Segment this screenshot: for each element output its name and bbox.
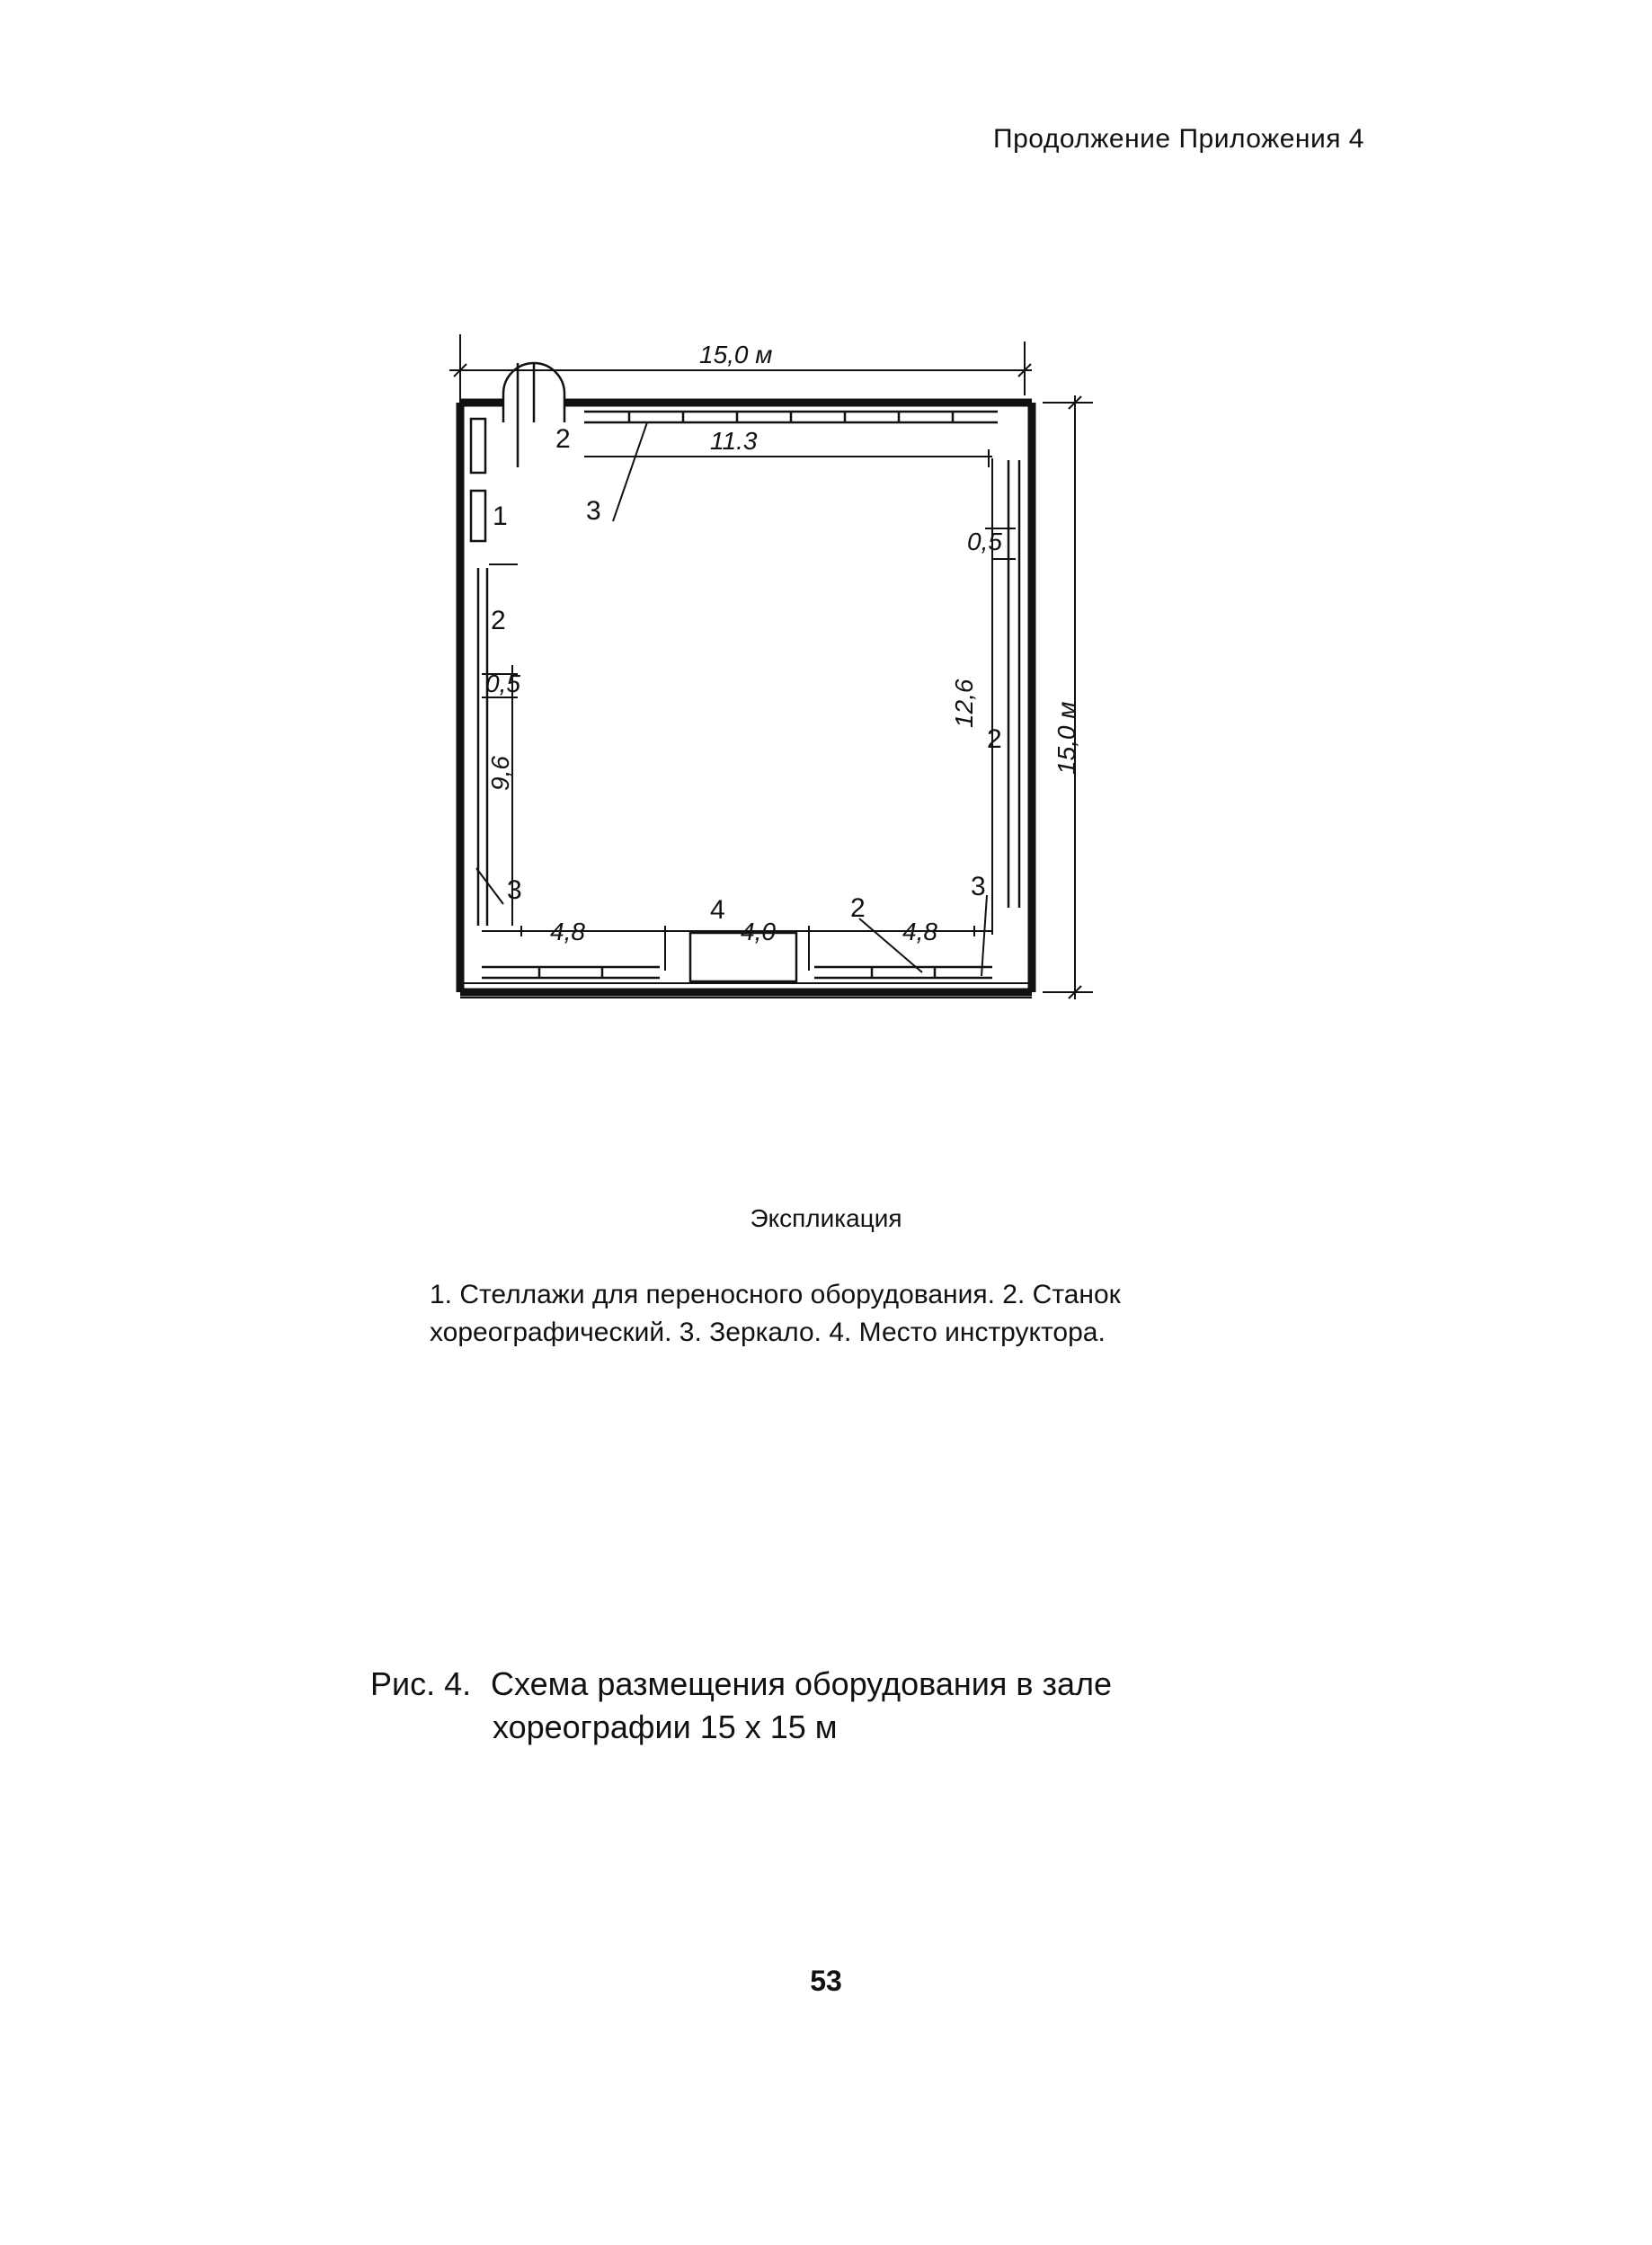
dim-bottom-left: 4,8 — [550, 918, 585, 945]
explication-item-3: 3. Зеркало. — [679, 1318, 822, 1347]
caption-line-2: хореографии 15 х 15 м — [493, 1708, 838, 1745]
caption-line-1: Схема размещения оборудования в зале — [491, 1665, 1113, 1702]
figure-label: Рис. 4. — [370, 1665, 472, 1702]
barre-top — [584, 412, 998, 422]
leader-lines — [476, 422, 987, 976]
dim-height-total: 15,0 м — [1052, 701, 1080, 775]
explication-item-2: 2. Станок хореографический. — [430, 1280, 1121, 1347]
dim-top-barre: 11.3 — [710, 427, 758, 455]
label-right-2: 2 — [987, 724, 1002, 754]
barre-bottom — [482, 967, 992, 978]
walls — [460, 403, 1032, 998]
label-top-3: 3 — [586, 496, 601, 526]
dim-left-gap: 0,5 — [485, 670, 520, 697]
explication-list — [430, 1276, 1221, 1352]
explication-item-4: 4. Место инструктора. — [829, 1318, 1106, 1347]
figure-caption — [370, 1663, 1269, 1749]
dim-right-barre: 12,6 — [950, 679, 978, 728]
label-shelf-1: 1 — [493, 501, 508, 531]
dim-width-total: 15,0 м — [699, 341, 773, 368]
page-number: 53 — [810, 1965, 842, 1997]
label-left-3: 3 — [507, 875, 522, 905]
shelf-rack-upper — [471, 419, 485, 473]
dim-left-barre: 9,6 — [486, 756, 514, 791]
label-bottom-4: 4 — [710, 895, 725, 925]
barre-right — [1008, 460, 1019, 908]
dim-right-gap: 0,5 — [967, 528, 1002, 555]
floor-plan — [0, 0, 1652, 1043]
explication-item-1: 1. Стеллажи для переносного оборудования. — [430, 1280, 995, 1309]
explication-title: Экспликация — [750, 1204, 902, 1232]
label-right-3: 3 — [971, 872, 986, 901]
dim-bottom-center: 4,0 — [741, 918, 776, 945]
label-top-left-2: 2 — [555, 424, 571, 454]
shelf-rack-lower — [471, 491, 485, 541]
label-left-2: 2 — [491, 606, 506, 635]
page-header: Продолжение Приложения 4 — [993, 124, 1364, 154]
label-bottom-2: 2 — [850, 893, 866, 923]
dim-bottom-right: 4,8 — [902, 918, 937, 945]
dimension-lines — [449, 334, 1093, 999]
